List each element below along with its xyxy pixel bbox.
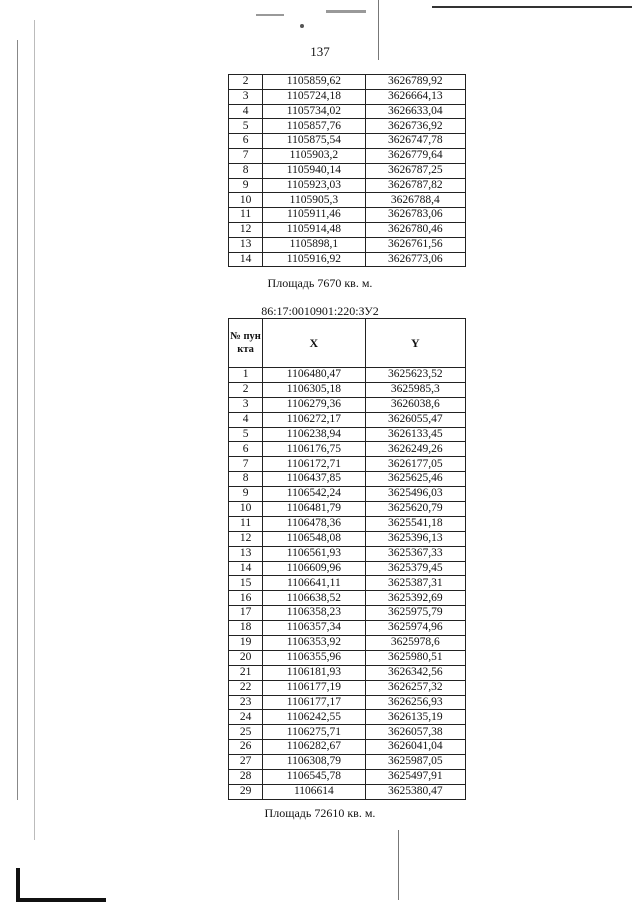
table-row bbox=[229, 740, 466, 755]
cell-point-number: 20 bbox=[229, 650, 263, 665]
cell-y: 3626041,04 bbox=[365, 740, 465, 755]
scan-edge-line-top bbox=[432, 6, 632, 8]
cell-point-number: 15 bbox=[229, 576, 263, 591]
table-row bbox=[229, 148, 466, 163]
table-row bbox=[229, 163, 466, 178]
cell-x: 1105905,3 bbox=[263, 193, 365, 208]
cell-point-number: 2 bbox=[229, 75, 263, 90]
header-y: Y bbox=[365, 319, 465, 368]
header-x: X bbox=[263, 319, 365, 368]
cell-x: 1106614 bbox=[263, 784, 365, 799]
cell-point-number: 22 bbox=[229, 680, 263, 695]
cell-x: 1106561,93 bbox=[263, 546, 365, 561]
table-row bbox=[229, 606, 466, 621]
table-row bbox=[229, 531, 466, 546]
cell-point-number: 14 bbox=[229, 561, 263, 576]
cell-point-number: 3 bbox=[229, 89, 263, 104]
cell-x: 1106353,92 bbox=[263, 636, 365, 651]
cell-y: 3626761,56 bbox=[365, 237, 465, 252]
cell-y: 3625975,79 bbox=[365, 606, 465, 621]
cell-x: 1106357,34 bbox=[263, 621, 365, 636]
cell-x: 1106638,52 bbox=[263, 591, 365, 606]
cell-y: 3625380,47 bbox=[365, 784, 465, 799]
cell-y: 3625497,91 bbox=[365, 770, 465, 785]
table-row bbox=[229, 665, 466, 680]
cell-x: 1105898,1 bbox=[263, 237, 365, 252]
cell-y: 3626055,47 bbox=[365, 412, 465, 427]
cell-y: 3625387,31 bbox=[365, 576, 465, 591]
cell-y: 3626787,25 bbox=[365, 163, 465, 178]
cell-point-number: 19 bbox=[229, 636, 263, 651]
cell-x: 1106272,17 bbox=[263, 412, 365, 427]
cell-x: 1106478,36 bbox=[263, 516, 365, 531]
cell-x: 1106282,67 bbox=[263, 740, 365, 755]
cell-point-number: 12 bbox=[229, 531, 263, 546]
table-row bbox=[229, 237, 466, 252]
cell-y: 3626780,46 bbox=[365, 222, 465, 237]
table-row bbox=[229, 178, 466, 193]
table-row bbox=[229, 591, 466, 606]
cell-y: 3626664,13 bbox=[365, 89, 465, 104]
table-row bbox=[229, 487, 466, 502]
cell-y: 3626779,64 bbox=[365, 148, 465, 163]
table-row bbox=[229, 222, 466, 237]
cell-y: 3625980,51 bbox=[365, 650, 465, 665]
cell-x: 1106177,17 bbox=[263, 695, 365, 710]
table-row bbox=[229, 546, 466, 561]
cell-x: 1106308,79 bbox=[263, 755, 365, 770]
cell-x: 1105875,54 bbox=[263, 134, 365, 149]
cell-point-number: 27 bbox=[229, 755, 263, 770]
coordinates-table-1 bbox=[228, 74, 466, 267]
table-row bbox=[229, 561, 466, 576]
cell-point-number: 8 bbox=[229, 163, 263, 178]
table-row bbox=[229, 621, 466, 636]
cell-x: 1106242,55 bbox=[263, 710, 365, 725]
scan-corner-mark-horizontal bbox=[16, 898, 106, 902]
table-row bbox=[229, 680, 466, 695]
cell-y: 3626788,4 bbox=[365, 193, 465, 208]
cell-y: 3625974,96 bbox=[365, 621, 465, 636]
cell-y: 3626249,26 bbox=[365, 442, 465, 457]
cell-x: 1105911,46 bbox=[263, 208, 365, 223]
cell-y: 3625379,45 bbox=[365, 561, 465, 576]
table-row bbox=[229, 784, 466, 799]
table-row bbox=[229, 725, 466, 740]
cell-y: 3626038,6 bbox=[365, 397, 465, 412]
table-row bbox=[229, 755, 466, 770]
area-caption-2: Площадь 72610 кв. м. bbox=[264, 806, 376, 820]
table-row bbox=[229, 636, 466, 651]
cell-x: 1106172,71 bbox=[263, 457, 365, 472]
table-row bbox=[229, 89, 466, 104]
cell-x: 1106358,23 bbox=[263, 606, 365, 621]
cell-x: 1106176,75 bbox=[263, 442, 365, 457]
cell-y: 3625625,46 bbox=[365, 472, 465, 487]
cell-x: 1106480,47 bbox=[263, 368, 365, 383]
cell-x: 1106548,08 bbox=[263, 531, 365, 546]
table-row bbox=[229, 442, 466, 457]
table-row bbox=[229, 457, 466, 472]
coordinates-table-1-body bbox=[229, 75, 466, 267]
table-row bbox=[229, 695, 466, 710]
table-row bbox=[229, 576, 466, 591]
table-row bbox=[229, 412, 466, 427]
table-row bbox=[229, 368, 466, 383]
cell-y: 3626135,19 bbox=[365, 710, 465, 725]
cell-point-number: 16 bbox=[229, 591, 263, 606]
cell-point-number: 4 bbox=[229, 104, 263, 119]
table-row bbox=[229, 382, 466, 397]
scan-smudge-top-left bbox=[256, 14, 284, 16]
table-row bbox=[229, 119, 466, 134]
scan-speck bbox=[300, 24, 304, 28]
cell-y: 3626787,82 bbox=[365, 178, 465, 193]
coordinates-table-2 bbox=[228, 318, 466, 800]
cell-point-number: 14 bbox=[229, 252, 263, 267]
cell-point-number: 3 bbox=[229, 397, 263, 412]
cell-point-number: 11 bbox=[229, 516, 263, 531]
cell-x: 1106238,94 bbox=[263, 427, 365, 442]
cell-y: 3625978,6 bbox=[365, 636, 465, 651]
cell-y: 3625392,69 bbox=[365, 591, 465, 606]
cell-point-number: 28 bbox=[229, 770, 263, 785]
table-header-row bbox=[229, 319, 466, 368]
cell-point-number: 29 bbox=[229, 784, 263, 799]
cell-y: 3626736,92 bbox=[365, 119, 465, 134]
cell-point-number: 5 bbox=[229, 427, 263, 442]
cell-x: 1105734,02 bbox=[263, 104, 365, 119]
cell-point-number: 10 bbox=[229, 502, 263, 517]
cell-y: 3625367,33 bbox=[365, 546, 465, 561]
scan-edge-line-vertical-bottom bbox=[398, 830, 399, 900]
cell-point-number: 12 bbox=[229, 222, 263, 237]
page-number: 137 bbox=[310, 44, 330, 59]
cell-point-number: 7 bbox=[229, 148, 263, 163]
cell-point-number: 25 bbox=[229, 725, 263, 740]
cell-point-number: 21 bbox=[229, 665, 263, 680]
cell-point-number: 1 bbox=[229, 368, 263, 383]
cell-y: 3626257,32 bbox=[365, 680, 465, 695]
table-row bbox=[229, 472, 466, 487]
table-row bbox=[229, 710, 466, 725]
cell-x: 1106437,85 bbox=[263, 472, 365, 487]
cell-point-number: 9 bbox=[229, 487, 263, 502]
cell-y: 3626342,56 bbox=[365, 665, 465, 680]
cell-x: 1106279,36 bbox=[263, 397, 365, 412]
cell-x: 1105859,62 bbox=[263, 75, 365, 90]
header-point-number: № пун кта bbox=[229, 319, 263, 368]
cell-x: 1106305,18 bbox=[263, 382, 365, 397]
cell-x: 1105923,03 bbox=[263, 178, 365, 193]
cell-point-number: 13 bbox=[229, 546, 263, 561]
cell-x: 1106481,79 bbox=[263, 502, 365, 517]
table-row bbox=[229, 104, 466, 119]
cell-point-number: 8 bbox=[229, 472, 263, 487]
cell-y: 3626783,06 bbox=[365, 208, 465, 223]
cell-x: 1106177,19 bbox=[263, 680, 365, 695]
cell-y: 3625985,3 bbox=[365, 382, 465, 397]
cell-x: 1106355,96 bbox=[263, 650, 365, 665]
cell-point-number: 11 bbox=[229, 208, 263, 223]
cell-y: 3626773,06 bbox=[365, 252, 465, 267]
cell-point-number: 6 bbox=[229, 442, 263, 457]
cell-x: 1105724,18 bbox=[263, 89, 365, 104]
cell-x: 1105857,76 bbox=[263, 119, 365, 134]
cell-x: 1105903,2 bbox=[263, 148, 365, 163]
table-row bbox=[229, 134, 466, 149]
cell-x: 1106609,96 bbox=[263, 561, 365, 576]
cell-point-number: 13 bbox=[229, 237, 263, 252]
scan-corner-mark-vertical bbox=[16, 868, 20, 902]
table-row bbox=[229, 75, 466, 90]
cell-x: 1105916,92 bbox=[263, 252, 365, 267]
cell-y: 3625623,52 bbox=[365, 368, 465, 383]
cell-y: 3626633,04 bbox=[365, 104, 465, 119]
cell-y: 3625987,05 bbox=[365, 755, 465, 770]
cell-point-number: 18 bbox=[229, 621, 263, 636]
table-row bbox=[229, 208, 466, 223]
table-row bbox=[229, 427, 466, 442]
cell-y: 3625541,18 bbox=[365, 516, 465, 531]
cell-point-number: 5 bbox=[229, 119, 263, 134]
cell-point-number: 10 bbox=[229, 193, 263, 208]
coordinates-table-2-body bbox=[229, 368, 466, 800]
cell-point-number: 23 bbox=[229, 695, 263, 710]
table-row bbox=[229, 770, 466, 785]
cell-y: 3626256,93 bbox=[365, 695, 465, 710]
cell-point-number: 26 bbox=[229, 740, 263, 755]
scan-edge-line-left bbox=[17, 40, 18, 800]
cell-y: 3626789,92 bbox=[365, 75, 465, 90]
table-row bbox=[229, 397, 466, 412]
cell-x: 1106275,71 bbox=[263, 725, 365, 740]
cell-x: 1106545,78 bbox=[263, 770, 365, 785]
cell-y: 3625396,13 bbox=[365, 531, 465, 546]
cell-x: 1106641,11 bbox=[263, 576, 365, 591]
cell-x: 1106181,93 bbox=[263, 665, 365, 680]
cell-point-number: 24 bbox=[229, 710, 263, 725]
cell-y: 3626133,45 bbox=[365, 427, 465, 442]
table-row bbox=[229, 252, 466, 267]
parcel-cadastral-number: 86:17:0010901:220:ЗУ2 bbox=[261, 304, 379, 318]
cell-x: 1105940,14 bbox=[263, 163, 365, 178]
cell-y: 3626057,38 bbox=[365, 725, 465, 740]
cell-point-number: 6 bbox=[229, 134, 263, 149]
table-row bbox=[229, 650, 466, 665]
cell-y: 3625620,79 bbox=[365, 502, 465, 517]
scan-edge-line-left-2 bbox=[34, 20, 35, 840]
cell-point-number: 2 bbox=[229, 382, 263, 397]
scan-smudge-top-right bbox=[326, 10, 366, 13]
cell-x: 1106542,24 bbox=[263, 487, 365, 502]
cell-y: 3626747,78 bbox=[365, 134, 465, 149]
table-row bbox=[229, 516, 466, 531]
table-row bbox=[229, 502, 466, 517]
cell-y: 3626177,05 bbox=[365, 457, 465, 472]
cell-point-number: 4 bbox=[229, 412, 263, 427]
cell-point-number: 9 bbox=[229, 178, 263, 193]
cell-y: 3625496,03 bbox=[365, 487, 465, 502]
cell-x: 1105914,48 bbox=[263, 222, 365, 237]
cell-point-number: 17 bbox=[229, 606, 263, 621]
area-caption-1: Площадь 7670 кв. м. bbox=[267, 276, 373, 290]
cell-point-number: 7 bbox=[229, 457, 263, 472]
table-row bbox=[229, 193, 466, 208]
